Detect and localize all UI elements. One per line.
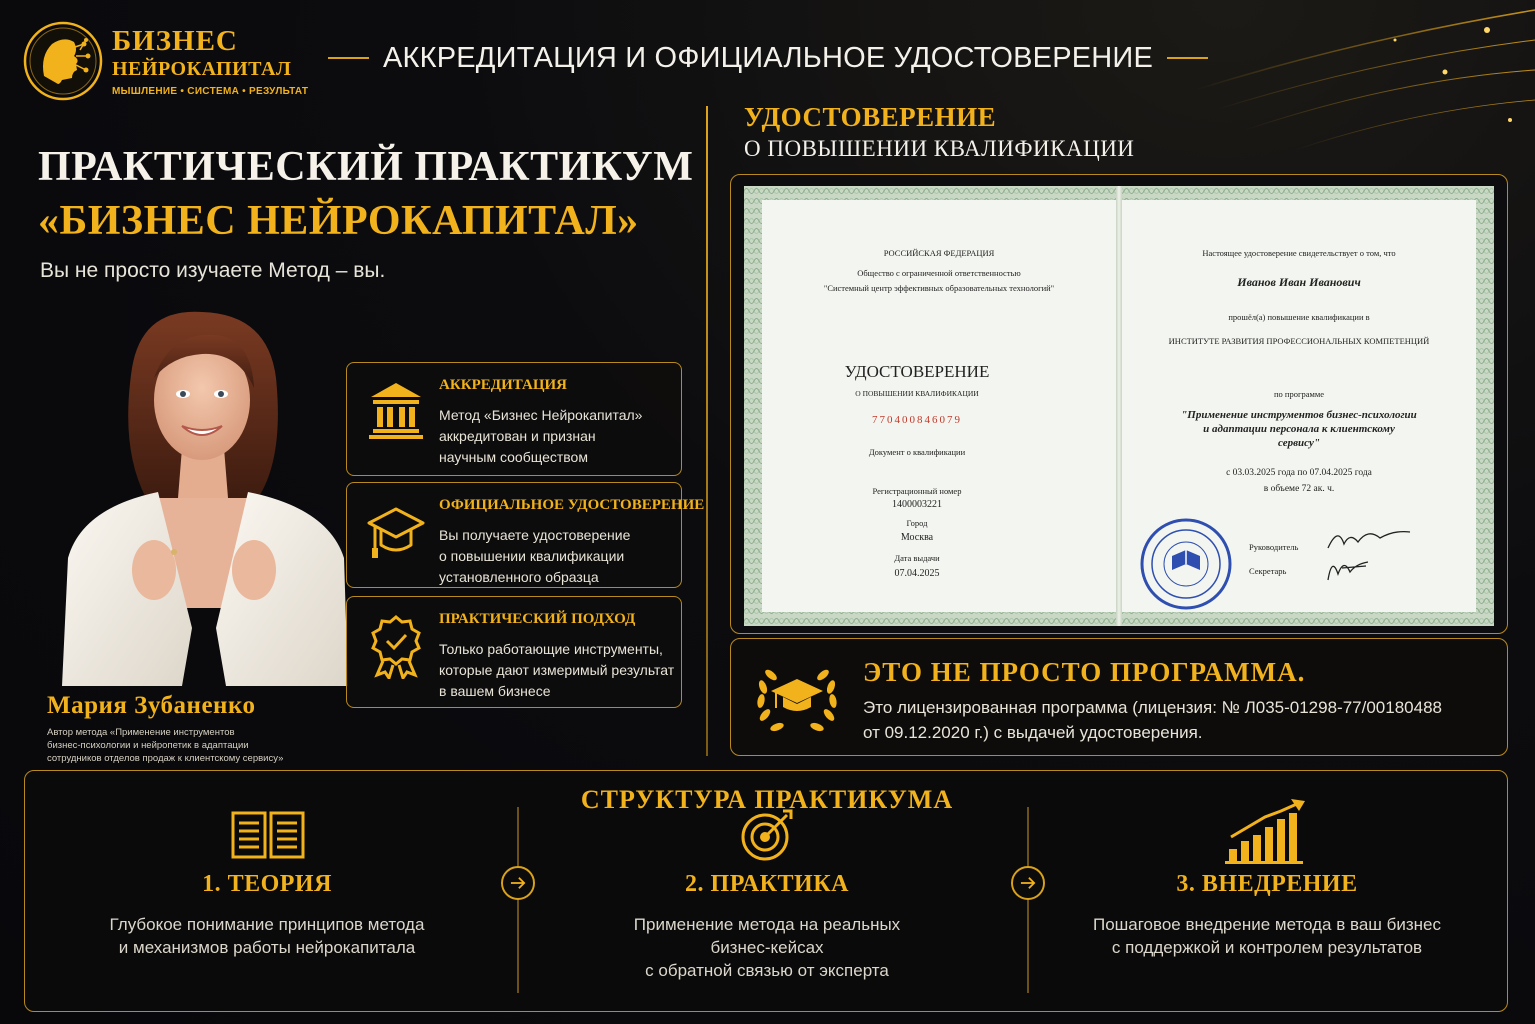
cert-holder-name: Иванов Иван Иванович	[1237, 275, 1361, 289]
structure-step-theory	[65, 771, 469, 1013]
cert-country: РОССИЙСКАЯ ФЕДЕРАЦИЯ	[883, 248, 995, 258]
brand-logo	[22, 20, 308, 102]
cert-head-label: Руководитель	[1249, 542, 1299, 552]
institution-icon	[367, 379, 425, 443]
author-name: Мария Зубаненко	[47, 692, 256, 719]
header-line-right	[1167, 57, 1208, 59]
structure-step-implementation	[1065, 771, 1469, 1013]
banner-text	[863, 695, 1493, 745]
cert-head-signature-icon	[1324, 524, 1414, 554]
page-title	[38, 140, 693, 248]
feature-card-text	[439, 639, 679, 702]
cert-city: Москва	[900, 532, 934, 543]
brain-head-logo-icon	[22, 20, 104, 102]
structure-step-line: с обратной связью от эксперта	[645, 961, 889, 980]
logo-line1: БИЗНЕС	[112, 24, 238, 57]
open-book-icon	[229, 807, 307, 861]
feature-card-text	[439, 405, 679, 468]
cert-reg-number: 1400003221	[892, 499, 942, 510]
author-desc-line: Автор метода «Применение инструментов	[47, 727, 235, 738]
structure-step-text	[1065, 913, 1469, 959]
structure-step-line: Пошаговое внедрение метода в ваш бизнес	[1092, 915, 1442, 934]
cert-secretary-label: Секретарь	[1249, 566, 1287, 576]
program-structure	[24, 770, 1508, 1012]
feature-card-line: Только работающие инструменты,	[439, 641, 663, 657]
structure-step-line: с поддержкой и контролем результатов	[1111, 938, 1423, 957]
structure-step-line: бизнес-кейсах	[710, 938, 824, 957]
graduation-cap-icon	[367, 501, 425, 565]
decorative-sparkles	[1155, 0, 1535, 180]
structure-step-title: 1. ТЕОРИЯ	[202, 871, 332, 897]
feature-card-accreditation	[346, 362, 682, 476]
cert-institute: ИНСТИТУТЕ РАЗВИТИЯ ПРОФЕССИОНАЛЬНЫХ КОМПЕТЕНЦИЙ	[1168, 336, 1430, 346]
banner-text-line: от 09.12.2020 г.) с выдачей удостоверения.	[863, 723, 1203, 742]
target-icon	[739, 807, 795, 863]
structure-step-line: Применение метода на реальных	[633, 915, 901, 934]
cert-period: с 03.03.2025 года по 07.04.2025 года	[1226, 468, 1372, 478]
cert-volume: в объеме 72 ак. ч.	[1263, 484, 1335, 494]
structure-step-title: 3. ВНЕДРЕНИЕ	[1176, 871, 1358, 897]
feature-card-line: Вы получаете удостоверение	[439, 527, 631, 543]
cert-passed: прошёл(а) повышение квалификации в	[1228, 312, 1370, 322]
feature-card-certificate	[346, 482, 705, 588]
structure-step-line: Глубокое понимание принципов метода	[109, 915, 425, 934]
structure-title: СТРУКТУРА ПРАКТИКУМА	[580, 785, 954, 814]
certificate-document	[744, 186, 1494, 626]
cert-org-line2: "Системный центр эффективных образовательных технологий"	[823, 283, 1055, 293]
cert-city-label: Город	[906, 518, 928, 528]
cert-doc-type: Документ о квалификации	[868, 447, 966, 457]
structure-step-line: и механизмов работы нейрокапитала	[118, 938, 416, 957]
cert-number: 770400846079	[872, 414, 962, 426]
cert-program-line1: "Применение инструментов бизнес-психологии	[1181, 409, 1417, 421]
author-desc-line: сотрудников отделов продаж к клиентскому сервису»	[47, 753, 284, 764]
feature-card-title: АККРЕДИТАЦИЯ	[439, 377, 567, 393]
arrow-right-icon	[1011, 866, 1045, 900]
header-title: АККРЕДИТАЦИЯ И ОФИЦИАЛЬНОЕ УДОСТОВЕРЕНИЕ	[382, 41, 1154, 74]
cert-stamp-icon	[1138, 516, 1234, 612]
structure-step-practice	[565, 771, 969, 1013]
structure-separator	[1027, 807, 1029, 993]
cert-doc-title: УДОСТОВЕРЕНИЕ	[844, 362, 990, 381]
logo-tagline: МЫШЛЕНИЕ • СИСТЕМА • РЕЗУЛЬТАТ	[112, 85, 309, 97]
structure-step-text	[65, 913, 469, 959]
feature-card-line: в вашем бизнесе	[439, 683, 551, 699]
vertical-divider	[706, 106, 708, 756]
page-title-line1: ПРАКТИЧЕСКИЙ ПРАКТИКУМ	[38, 144, 694, 190]
feature-card-title: ОФИЦИАЛЬНОЕ УДОСТОВЕРЕНИЕ	[439, 497, 705, 513]
header-line-left	[328, 57, 369, 59]
license-banner	[730, 638, 1508, 756]
feature-card-line: научным сообществом	[439, 449, 588, 465]
cert-date-label: Дата выдачи	[894, 553, 940, 563]
laurel-graduation-icon	[751, 655, 843, 741]
structure-step-title: 2. ПРАКТИКА	[685, 871, 849, 897]
page-subtitle: Вы не просто изучаете Метод – вы.	[40, 259, 386, 282]
award-badge-icon	[367, 615, 425, 679]
cert-doc-subtitle: О ПОВЫШЕНИИ КВАЛИФИКАЦИИ	[855, 389, 979, 398]
growth-chart-icon	[1225, 799, 1309, 865]
feature-card-text	[439, 525, 679, 588]
banner-title: ЭТО НЕ ПРОСТО ПРОГРАММА.	[863, 657, 1306, 687]
cert-reg-label: Регистрационный номер	[872, 486, 962, 496]
cert-program-line3: сервису"	[1278, 437, 1320, 449]
cert-date: 07.04.2025	[894, 568, 940, 579]
feature-card-line: о повышении квалификации	[439, 548, 625, 564]
author-description	[47, 726, 337, 765]
cert-org-line1: Общество с ограниченной ответственностью	[857, 268, 1021, 278]
feature-card-line: аккредитован и признан	[439, 428, 596, 444]
author-portrait	[62, 308, 348, 686]
cert-by-program: по программе	[1273, 389, 1324, 399]
feature-card-title: ПРАКТИЧЕСКИЙ ПОДХОД	[439, 611, 636, 627]
feature-card-line: которые дают измеримый результат	[439, 662, 675, 678]
structure-separator	[517, 807, 519, 993]
feature-card-line: установленного образца	[439, 569, 599, 585]
cert-program-line2: и адаптации персонала к клиентскому	[1203, 423, 1395, 435]
author-desc-line: бизнес-психологии и нейропетик в адаптации	[47, 740, 249, 751]
feature-card-practical	[346, 596, 682, 708]
cert-secretary-signature-icon	[1322, 554, 1382, 584]
cert-intro: Настоящее удостоверение свидетельствует о том, что	[1202, 248, 1396, 258]
logo-line2: НЕЙРОКАПИТАЛ	[112, 57, 292, 80]
structure-step-text	[565, 913, 969, 982]
page-title-line2: «БИЗНЕС НЕЙРОКАПИТАЛ»	[38, 198, 639, 244]
feature-card-line: Метод «Бизнес Нейрокапитал»	[439, 407, 643, 423]
certificate-heading: УДОСТОВЕРЕНИЕ	[744, 102, 997, 132]
certificate-subheading: О ПОВЫШЕНИИ КВАЛИФИКАЦИИ	[744, 136, 1135, 161]
header	[328, 38, 1208, 78]
arrow-right-icon	[501, 866, 535, 900]
banner-text-line: Это лицензированная программа (лицензия: № Л035-01298-77/00180488	[863, 698, 1442, 717]
